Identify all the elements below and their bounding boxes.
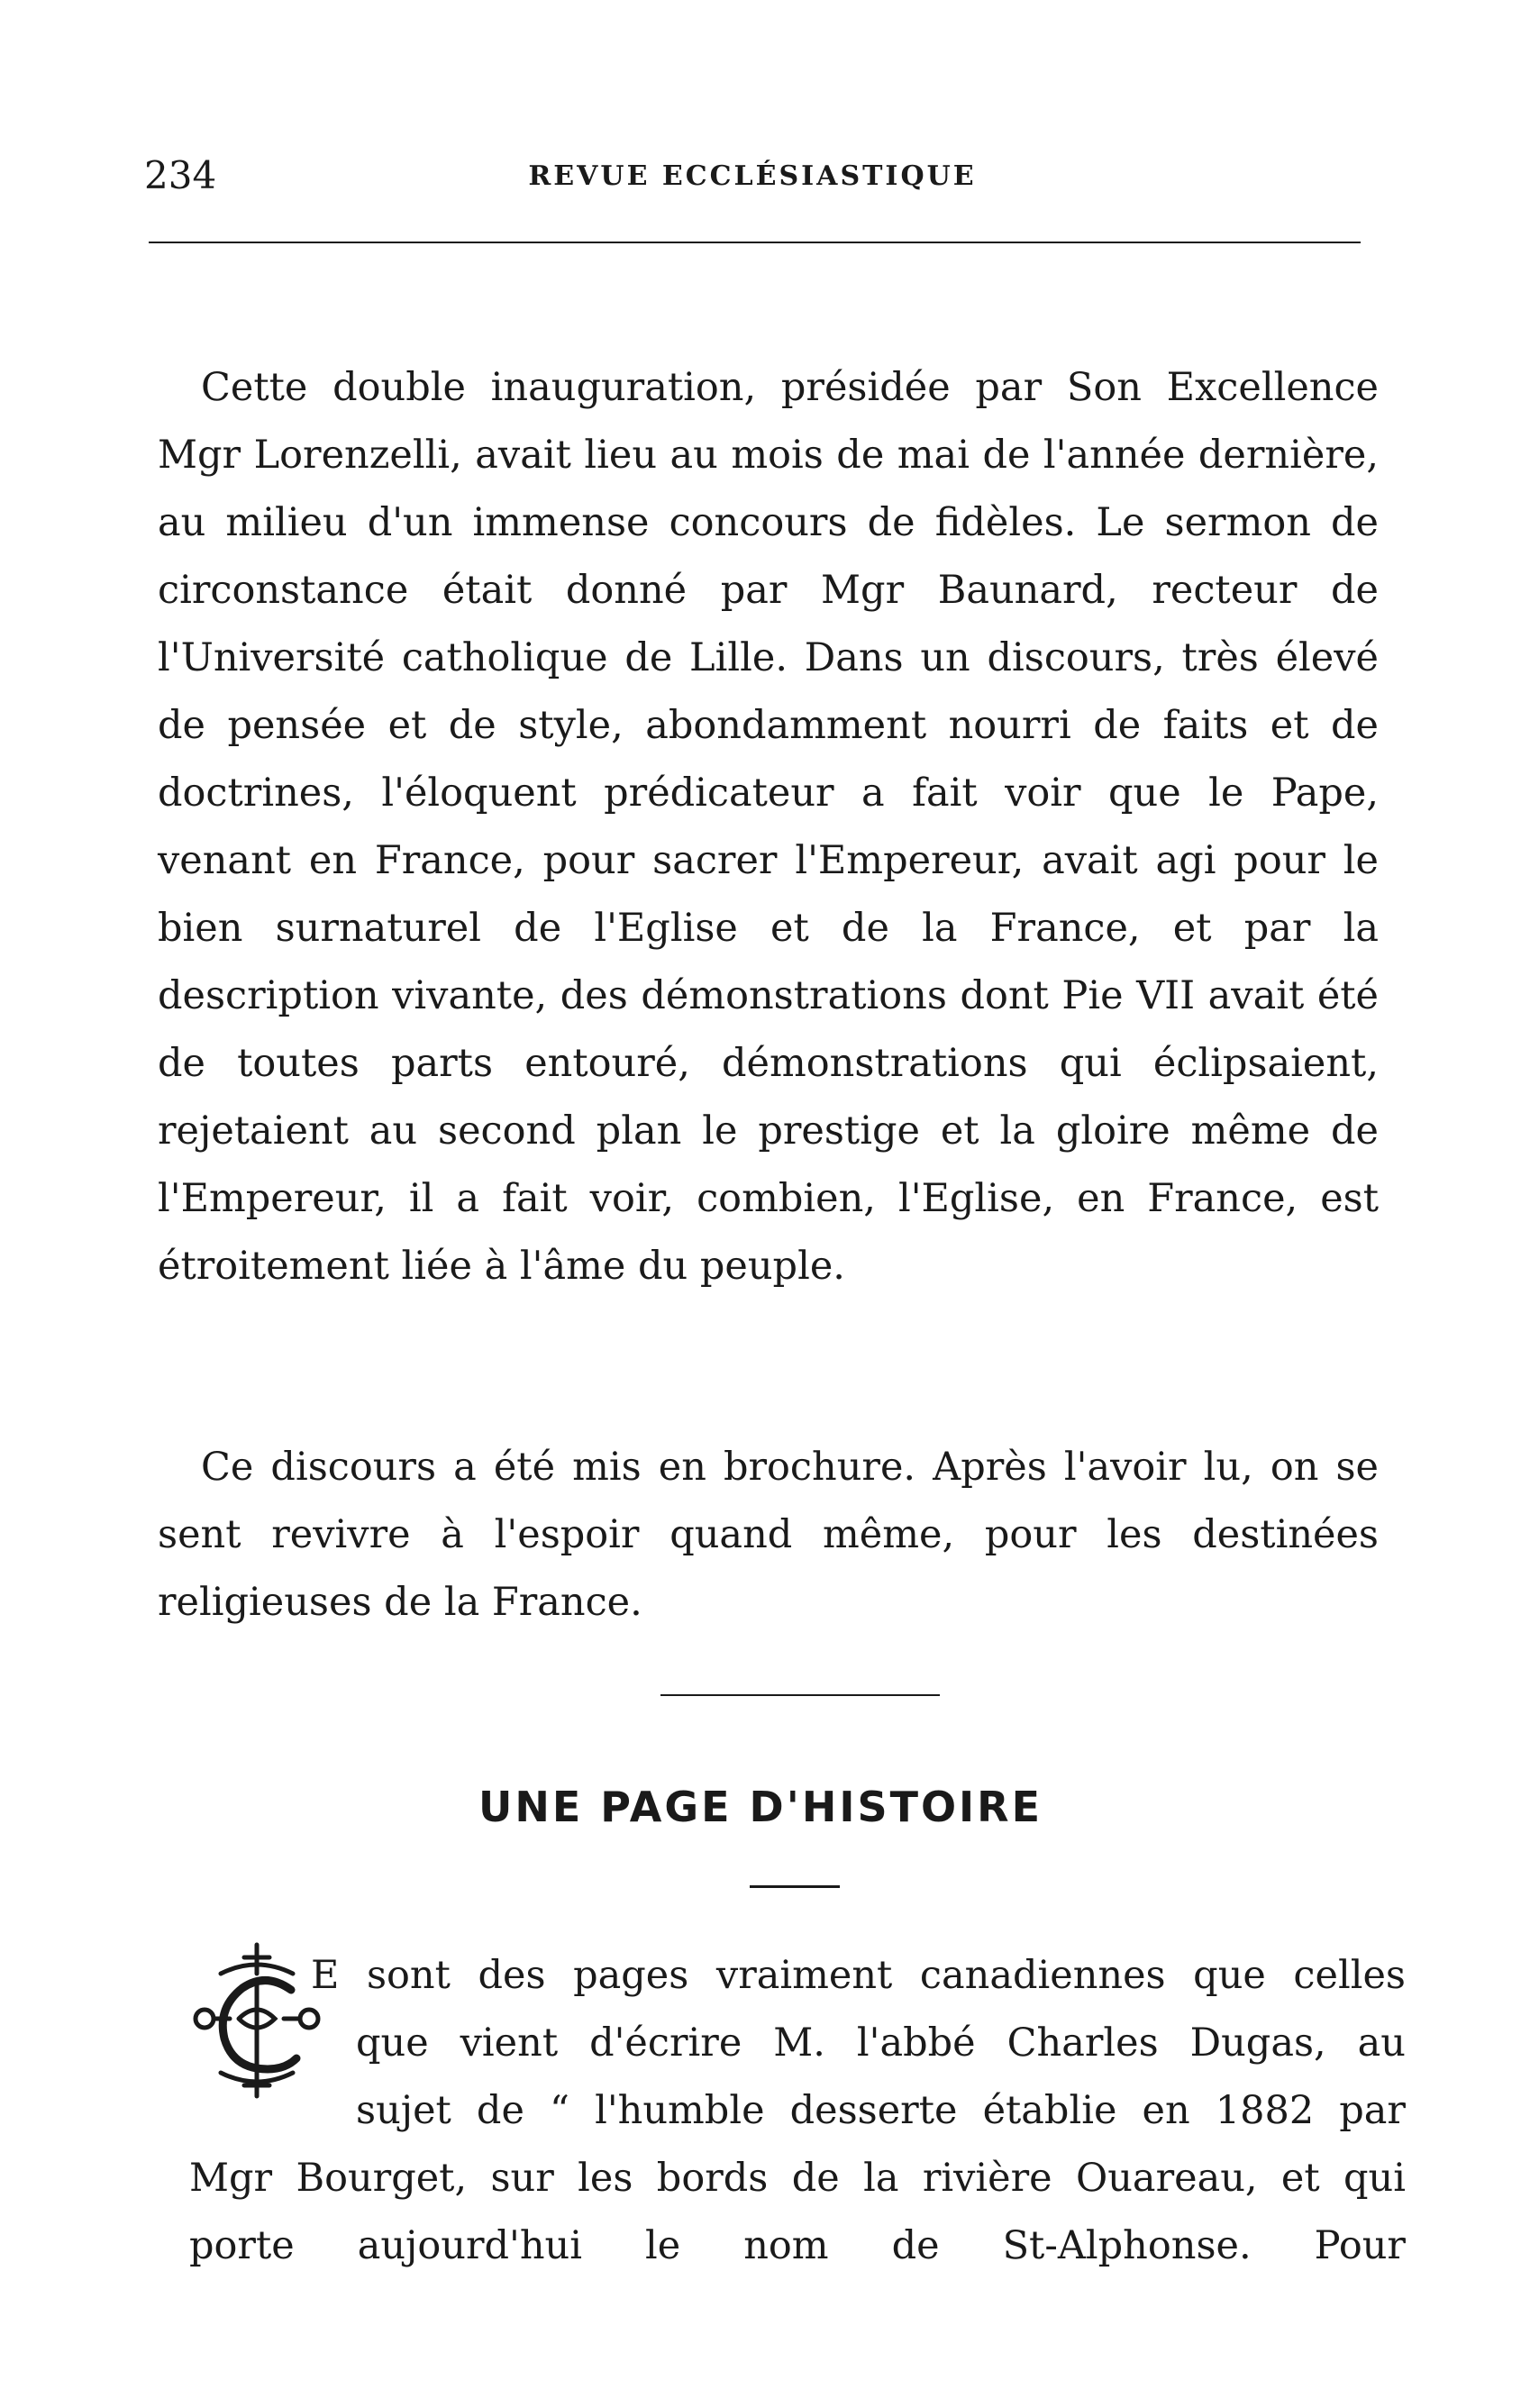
section-line-1: E sont des pages vraiment canadiennes que celles [311, 1953, 1406, 1998]
section-line-2: que vient d'écrire M. l'abbé Charles Dugas, au [356, 2020, 1406, 2066]
paragraph-brochure: Ce discours a été mis en brochure. Après l'avoir lu, on se sent revivre à l'espoir quand même, pour les destinées religieuses de la France. [158, 1445, 1379, 1625]
title-underline [750, 1885, 840, 1888]
section-divider [660, 1694, 940, 1696]
page-number: 234 [144, 153, 217, 197]
header-rule [149, 242, 1361, 243]
section-paragraph-rest: Mgr Bourget, sur les bords de la rivière Ouareau, et qui porte aujourd'hui le nom de St-Alphonse. Pour [189, 2156, 1406, 2268]
ornamental-drop-cap-icon [185, 1938, 329, 2100]
section-line-3: sujet de “ l'humble desserte établie en 1882 par [356, 2088, 1406, 2133]
paragraph-inauguration: Cette double inauguration, présidée par Son Excellence Mgr Lorenzelli, avait lieu au mois de mai de l'année dernière, au milieu d'un immense concours de fidèles. Le sermon de circonstance était donné par Mgr Baunard, recteur de l'Université catholique de Lille. Dans un discours, très élevé de pensée et de style, abondamment nourri de faits et de doctrines, l'éloquent prédicateur a fait voir que le Pape, venant en France, pour sacrer l'Empereur, avait agi pour le bien surnaturel de l'Eglise et de la France, et par la description vivante, des démonstrations dont Pie VII avait été de toutes parts entouré, démonstrations qui éclipsaient, rejetaient au second plan le prestige et la gloire même de l'Empereur, il a fait voir, combien, l'Eglise, en France, est étroitement liée à l'âme du peuple. [158, 365, 1379, 1289]
running-head: REVUE ECCLÉSIASTIQUE [528, 160, 977, 192]
page-header [144, 153, 1361, 207]
section-title: UNE PAGE D'HISTOIRE [478, 1783, 1043, 1831]
